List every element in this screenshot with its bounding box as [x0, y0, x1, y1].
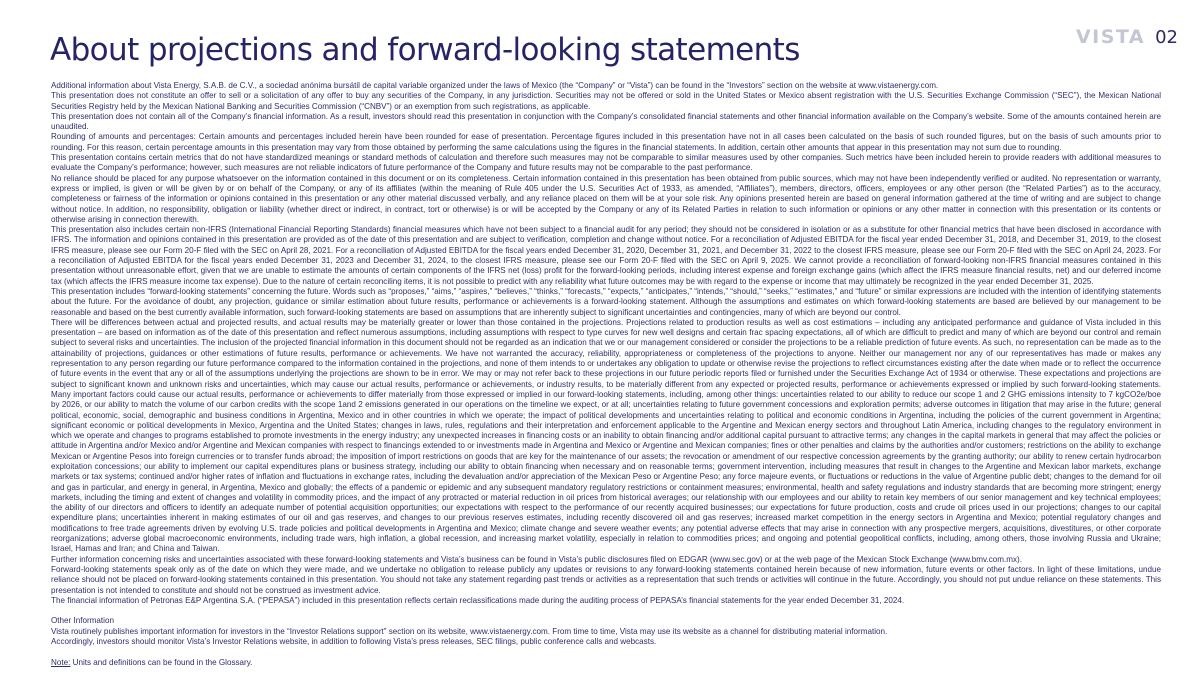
other-info-line-2: Accordingly, investors should monitor Vista’s Investor Relations website, in addition to following Vista’s press releases, SEC filings, public conference calls and webcasts.	[51, 637, 657, 647]
page-title: About projections and forward-looking statements	[50, 32, 800, 68]
paragraph-financial-info: This presentation does not contain all of the Company’s financial information. As a result, investors should read this presentation in conjunction with the Company’s consolidated financial statements and other financial information available on the Company’s website. Some of the amounts contained herein are unaudited.	[51, 111, 1161, 132]
paragraph-non-ifrs: This presentation also includes certain non-IFRS (International Financial Reporting Standards) financial measures which have not been subject to a financial audit for any period; they should not be considered in isolation or as a substitute for other financial metrics that have been disclosed in accordance with IFRS. The information and opinions contained in this presentation are provided as of the date of this presentation and are subject to verification, completion and change without notice. For a reconciliation of Adjusted EBITDA for the fiscal year ended December 31, 2018, and December 31, 2019, to the closest IFRS measure, please see our Form 20-F filed with the SEC on April 28, 2021. For a reconciliation of Adjusted EBITDA for the fiscal years ended December 31, 2020, December 31, 2021, and December 31, 2022 to the closest IFRS measure, please see our Form 20-F filed with the SEC on April 24, 2023. For a reconciliation of Adjusted EBITDA for the fiscal years ended December 31, 2023 and December 31, 2024, to the closest IFRS measure, please see our Form 20-F filed with the SEC on April 9, 2025. We cannot provide a reconciliation of forward-looking non-IFRS financial measures contained in this presentation without unreasonable effort, given that we are unable to estimate the amounts of certain components of the IFRS net (loss) profit for the forward-looking periods, including interest expense and foreign exchange gains (which affect the IFRS measure financial results, net) and our deferred income tax (which affects the IFRS measure income tax expense). Due to the nature of certain reconciling items, it is not possible to predict with any reliability what future outcomes may be with regard to the expense or income that may ultimately be recognized in the year ended December 31, 2025.	[51, 225, 1161, 286]
note-text: Units and definitions can be found in the Glossary.	[70, 657, 253, 667]
paragraph-no-reliance: No reliance should be placed for any purpose whatsoever on the information contained in this document or on its completeness. Certain information contained in this presentation has been obtained from public sources, which may not have been independently verified or audited. No representation or warranty, express or implied, is given or will be given by or on behalf of the Company, or any of its affiliates (within the meaning of Rule 405 under the U.S. Securities Act of 1933, as amended, “Affiliates”), members, directors, officers, employees or any other person (the “Related Parties”) as to the accuracy, completeness or fairness of the information or opinions contained in this presentation or any other material discussed verbally, and any reliance placed on them will be at your sole risk. Any opinions presented herein are based on general information gathered at the time of writing and are subject to change without notice. In addition, no responsibility, obligation or liability (whether direct or indirect, in contract, tort or otherwise) is or will be accepted by the Company or any of its Related Parties in relation to such information or opinions or any other matter in connection with this presentation or its contents or otherwise arising in connection therewith.	[51, 173, 1161, 224]
brand-logo: VISTA	[1075, 26, 1146, 48]
paragraph-no-obligation: Forward-looking statements speak only as of the date on which they were made, and we undertake no obligation to release publicly any updates or revisions to any forward-looking statements contained herein because of new information, future events or other factors. In light of these limitations, undue reliance should not be placed on forward-looking statements contained in this presentation. You should not take any statement regarding past trends or activities as a representation that such trends or activities will continue in the future. Accordingly, you should not put undue reliance on these statements. This presentation is not intended to constitute and should not be construed as investment advice.	[51, 564, 1161, 595]
section-spacer	[51, 606, 1161, 616]
paragraph-additional-info: Additional information about Vista Energy, S.A.B. de C.V., a sociedad anónima bursátil de capital variable organized under the laws of Mexico (the “Company” or “Vista”) can be found in the “Investors” section on the website at www.vistaenergy.com.	[51, 81, 939, 90]
disclaimer-body	[51, 81, 1161, 668]
page-number: 02	[1155, 27, 1178, 48]
paragraph-metrics: This presentation contains certain metrics that do not have standardized meanings or standard methods of calculation and therefore such measures may not be comparable to similar measures used by other companies. Such metrics have been included herein to provide readers with additional measures to evaluate the Company’s performance; however, such measures are not reliable indicators of future performance of the Company and future results may not be comparable to the past performance.	[51, 153, 1161, 173]
other-info-line-1: Vista routinely publishes important information for investors in the “Investor Relations support” section on its website, www.vistaenergy.com. From time to time, Vista may use its website as a channel for distributing material information.	[51, 626, 888, 636]
paragraph-forward-looking: This presentation includes “forward-looking statements” concerning the future. Words such as “proposes,” “aims,” “aspires,” “believes,” “thinks,” “forecasts,” “expects,” “anticipates,” “intends,” “should,” “seeks,” “estimates,” and “future” or similar expressions are included with the intention of identifying statements about the future. For the avoidance of doubt, any projection, guidance or similar estimation about future results, performance or achievements is a forward-looking statement. Although the assumptions and estimates on which forward-looking statements are based are believed by our management to be reasonable and based on the best currently available information, such forward-looking statements are based on assumptions that are inherently subject to significant uncertainties and contingencies, many of which are beyond our control.	[51, 286, 1161, 317]
glossary-note	[51, 658, 1161, 668]
section-spacer	[51, 647, 1161, 657]
note-label: Note:	[51, 657, 71, 667]
paragraph-no-offer: This presentation does not constitute an offer to sell or a solicitation of any offer to buy any securities of the Company, in any jurisdiction. Securities may not be offered or sold in the United States or Mexico absent registration with the U.S. Securities Exchange Commission (“SEC”), the Mexican National Securities Registry held by the Mexican National Banking and Securities Commission (“CNBV”) or an exemption from such registrations, as applicable.	[51, 91, 1161, 111]
paragraph-further-info: Further information concerning risks and uncertainties associated with these forward-looking statements and Vista’s business can be found in Vista’s public disclosures filed on EDGAR (www.sec.gov) or at the web page of the Mexican Stock Exchange (www.bmv.com.mx).	[51, 554, 1022, 564]
paragraph-risk-factors: There will be differences between actual and projected results, and actual results may be materially greater or lower than those contained in the projections. Projections related to production results as well as cost estimations – including any anticipated performance and guidance of Vista included in this presentation – are based on information as of the date of this presentation and reflect numerous assumptions, including assumptions with respect to type curves for new well designs and certain frac spacing expectations, all of which are difficult to predict and many of which are beyond our control and remain subject to several risks and uncertainties. The inclusion of the projected financial information in this document should not be regarded as an indication that we or our management considered or consider the projections to be a reliable prediction of future events. As such, no representation can be made as to the attainability of projections, guidances or other estimations of future results, performance or achievements. We have not warranted the accuracy, reliability, appropriateness or completeness of the projections to anyone. Neither our management nor any of our representatives has made or makes any representation to any person regarding our future performance compared to the information contained in the projections, and none of them intends to or undertakes any obligation to update or otherwise revise the projections to reflect circumstances existing after the date when made or to reflect the occurrence of future events in the event that any or all of the assumptions underlying the projections are shown to be in error. We may or may not refer back to these projections in our future periodic reports filed or furnished under the Securities Exchange Act of 1934 or otherwise. These expectations and projections are subject to significant known and unknown risks and uncertainties, which may cause our actual results, performance or achievements, or industry results, to be materially different from any expected or projected results, performance or achievements expressed or implied by such forward-looking statements. Many important factors could cause our actual results, performance or achievements to differ materially from those expressed or implied in our forward-looking statements, including, among other things: uncertainties related to our ability to reduce our scope 1 and 2 GHG emissions intensity to 7 kgCO2e/boe by 2026, or our ability to match the volume of our carbon credits with the scope 1and 2 emissions generated in our operations on the timeline we expect, or at all; uncertainties relating to future government concessions and exploration permits; adverse outcomes in litigation that may arise in the future; general political, economic, social, demographic and business conditions in Argentina, Mexico and in other countries in which we operate; the impact of political developments and uncertainties relating to political and economic conditions in Argentina, including the policies of the current government in Argentina; significant economic or political developments in Mexico, Argentina and the United States; changes in laws, rules, regulations and their interpretation and enforcement applicable to the Argentine and Mexican energy sectors and throughout Latin America, including changes to the regulatory environment in which we operate and changes to programs established to promote investments in the energy industry; any unexpected increases in financing costs or an inability to obtain financing and/or additional capital pursuant to attractive terms; any changes in the capital markets in general that may affect the policies or attitude in Argentina and/or Mexico and/or Argentine and Mexican companies with respect to financings extended to or investments made in Argentina and Mexico or Argentine and Mexican companies; fines or other penalties and claims by the authorities and/or customers; restrictions on the ability to exchange Mexican or Argentine Pesos into foreign currencies or to transfer funds abroad; the imposition of import restrictions on goods that are key for the maintenance of our assets; the revocation or amendment of our respective concession agreements by the granting authority; our ability to renew certain hydrocarbon exploitation concessions; our ability to implement our capital expenditures plans or business strategy, including our ability to obtain financing when necessary and on reasonable terms; government intervention, including measures that result in changes to the Argentine and Mexican labor markets, exchange markets or tax systems; continued and/or higher rates of inflation and fluctuations in exchange rates, including the devaluation and/or appreciation of the Mexican Peso or Argentine Peso; any force majeure events, or fluctuations or reductions in the value of Argentine public debt; changes to the demand for oil and gas in particular, and energy in general, in Argentina, Mexico and globally; the effects of a pandemic or epidemic and any subsequent mandatory regulatory restrictions or containment measures; environmental, health and safety regulations and industry standards that are becoming more stringent; energy markets, including the timing and extent of changes and volatility in commodity prices, and the impact of any protracted or material reduction in oil prices from historical averages; our relationship with our employees and our ability to retain key members of our senior management and key technical employees; the ability of our directors and officers to identify an adequate number of potential acquisition opportunities; our expectations with respect to the performance of our recently acquired businesses; our expectations for future production, costs and crude oil prices used in our projections; changes to our capital expenditure plans; uncertainties inherent in making estimates of our oil and gas reserves, and changes to our previous reserves estimates, including recently discovered oil and gas reserves; increased market competition in the energy sectors in Argentina and Mexico; potential regulatory changes and modifications to free trade agreements driven by evolving U.S. trade policies and political developments in Argentina and Mexico; climate change and severe weather events; any potential adverse effects that may arise in connection with any prospective mergers, acquisitions, divestitures, or other corporate reorganizations; adverse global macroeconomic environments, including trade wars, high inflation, a global recession, and increasing market volatility, especially in relation to commodities prices; and ongoing and potential geopolitical conflicts, including, among others, those involving Russia and Ukraine; Israel, Hamas and Iran; and China and Taiwan.	[51, 317, 1161, 554]
paragraph-pepasa: The financial information of Petronas E&P Argentina S.A. (“PEPASA”) included in this presentation reflects certain reclassifications made during the auditing process of PEPASA’s financial statements for the year ended December 31, 2024.	[51, 595, 905, 605]
paragraph-rounding: Rounding of amounts and percentages: Certain amounts and percentages included herein have been rounded for ease of presentation. Percentage figures included in this presentation have not in all cases been calculated on the basis of such rounded figures, but on the basis of such amounts prior to rounding. For this reason, certain percentage amounts in this presentation may vary from those obtained by performing the same calculations using the figures in the financial statements. In addition, certain other amounts that appear in this presentation may not sum due to rounding.	[51, 132, 1161, 152]
other-info-heading: Other Information	[51, 616, 114, 626]
brand-header	[1076, 26, 1178, 48]
